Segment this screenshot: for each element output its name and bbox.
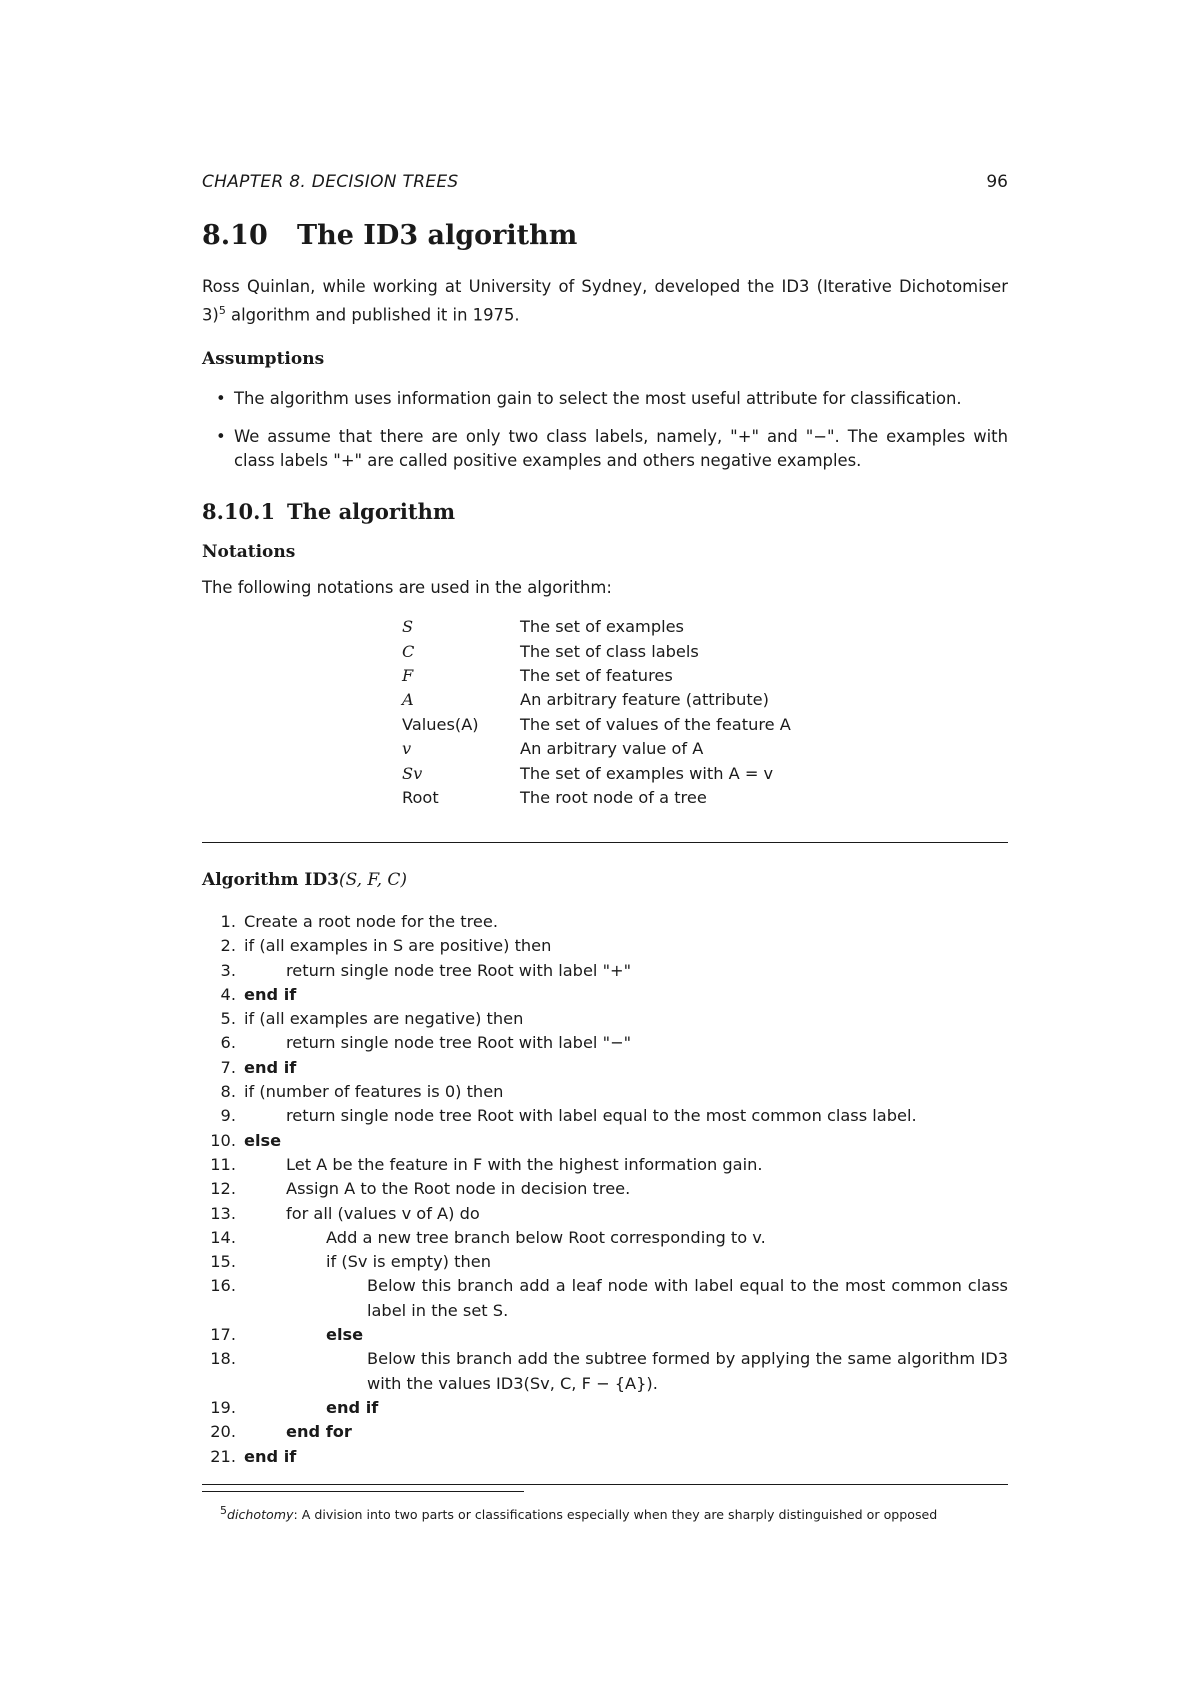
notation-symbol: Root bbox=[402, 787, 439, 807]
line-text: return single node tree Root with label equal to the most common class label. bbox=[286, 1106, 917, 1126]
algorithm-line bbox=[202, 1396, 1008, 1420]
line-number: 4. bbox=[220, 984, 236, 1004]
line-text: end if bbox=[244, 1057, 297, 1077]
algorithm-line bbox=[202, 1347, 1008, 1396]
line-number: 15. bbox=[210, 1252, 236, 1272]
line-number: 12. bbox=[210, 1179, 236, 1199]
line-text: if (all examples in S are positive) then bbox=[244, 936, 552, 956]
table-row bbox=[402, 736, 791, 760]
algorithm-line bbox=[202, 1104, 1008, 1128]
line-number: 19. bbox=[210, 1397, 236, 1417]
running-head bbox=[202, 172, 1008, 192]
notation-description: The set of features bbox=[520, 665, 673, 685]
line-number: 17. bbox=[210, 1325, 236, 1345]
line-text: Create a root node for the tree. bbox=[244, 912, 498, 931]
algorithm-line bbox=[202, 910, 1008, 934]
notation-description: The root node of a tree bbox=[520, 787, 707, 807]
assumptions-list bbox=[202, 387, 1008, 473]
notation-symbol: Values(A) bbox=[402, 714, 479, 734]
list-item: • The algorithm uses information gain to select the most useful attribute for classification. bbox=[234, 387, 1008, 411]
algorithm-line bbox=[202, 1007, 1008, 1031]
line-text: if (number of features is 0) then bbox=[244, 1082, 504, 1102]
page bbox=[202, 172, 1008, 1523]
line-number: 20. bbox=[210, 1422, 236, 1442]
notations-heading: Notations bbox=[202, 542, 296, 563]
section-heading bbox=[202, 220, 1008, 251]
page-number: 96 bbox=[986, 172, 1008, 192]
algorithm-line bbox=[202, 1250, 1008, 1274]
footnote-term: dichotomy bbox=[227, 1507, 294, 1523]
line-text: end if bbox=[244, 1446, 297, 1466]
line-text: for all (values v of A) do bbox=[286, 1203, 480, 1223]
table-row bbox=[402, 639, 791, 663]
table-row bbox=[402, 712, 791, 736]
algorithm-top-rule bbox=[202, 842, 1008, 843]
algorithm-bottom-rule bbox=[202, 1484, 1008, 1485]
subsection-number: 8.10.1 bbox=[202, 499, 276, 525]
line-text: end for bbox=[286, 1422, 352, 1442]
notation-symbol: v bbox=[402, 739, 412, 759]
line-text: Add a new tree branch below Root corresponding to v. bbox=[326, 1227, 766, 1247]
notation-symbol: Sv bbox=[402, 763, 423, 783]
notation-description: An arbitrary feature (attribute) bbox=[520, 690, 769, 710]
algorithm-line bbox=[202, 1177, 1008, 1201]
section-title: The ID3 algorithm bbox=[297, 220, 578, 251]
footnote-mark: 5 bbox=[220, 1504, 227, 1517]
algorithm-line bbox=[202, 983, 1008, 1007]
line-number: 5. bbox=[220, 1009, 236, 1029]
algorithm-title bbox=[202, 870, 407, 890]
footnote-rule bbox=[202, 1491, 524, 1492]
line-text: if (all examples are negative) then bbox=[244, 1009, 524, 1029]
notation-symbol: S bbox=[402, 617, 414, 637]
algorithm-line bbox=[202, 1202, 1008, 1226]
footnote-ref[interactable]: 5 bbox=[218, 304, 226, 317]
line-text: else bbox=[244, 1130, 282, 1150]
line-number: 9. bbox=[220, 1106, 236, 1126]
line-number: 11. bbox=[210, 1154, 236, 1174]
footnote bbox=[220, 1504, 937, 1522]
line-number: 8. bbox=[220, 1082, 236, 1102]
algorithm-line bbox=[202, 1420, 1008, 1444]
notation-description: The set of examples bbox=[520, 617, 684, 637]
line-text: end if bbox=[244, 984, 297, 1004]
line-number: 2. bbox=[220, 936, 236, 956]
line-text: if (Sv is empty) then bbox=[326, 1252, 491, 1272]
line-text: end if bbox=[326, 1397, 379, 1417]
line-text: return single node tree Root with label "−" bbox=[286, 1033, 632, 1053]
chapter-title: CHAPTER 8. DECISION TREES bbox=[202, 172, 459, 192]
section-number: 8.10 bbox=[202, 220, 268, 251]
algorithm-line bbox=[202, 1080, 1008, 1104]
line-number: 21. bbox=[210, 1446, 236, 1466]
footnote-text: : A division into two parts or classifications especially when they are sharply distinguished or opposed bbox=[293, 1507, 938, 1523]
algorithm-name: Algorithm ID3 bbox=[202, 870, 339, 890]
algorithm-steps bbox=[202, 910, 1008, 1469]
notation-symbol: A bbox=[402, 690, 414, 710]
line-text: Below this branch add a leaf node with label equal to the most common class label in the set S. bbox=[367, 1276, 1008, 1320]
line-number: 14. bbox=[210, 1227, 236, 1247]
line-number: 10. bbox=[210, 1130, 236, 1150]
table-row bbox=[402, 663, 791, 687]
notation-symbol: F bbox=[402, 665, 414, 685]
line-number: 7. bbox=[220, 1057, 236, 1077]
notation-description: The set of values of the feature A bbox=[520, 714, 791, 734]
algorithm-line bbox=[202, 934, 1008, 958]
notation-description: The set of examples with A = v bbox=[520, 763, 774, 783]
intro-text: Ross Quinlan, while working at University of Sydney, developed the ID3 (Iterative Dichotomiser 3) bbox=[202, 277, 1008, 325]
line-number: 1. bbox=[220, 912, 236, 931]
intro-paragraph bbox=[202, 275, 1008, 327]
list-item: • We assume that there are only two class labels, namely, "+" and "−". The examples with class labels "+" are called positive examples and others negative examples. bbox=[234, 425, 1008, 473]
intro-text-end: algorithm and published it in 1975. bbox=[225, 305, 520, 325]
notations-table bbox=[402, 614, 791, 809]
line-number: 18. bbox=[210, 1349, 236, 1369]
algorithm-line bbox=[202, 1323, 1008, 1347]
algorithm-line bbox=[202, 1056, 1008, 1080]
line-text: Assign A to the Root node in decision tree. bbox=[286, 1179, 631, 1199]
table-row bbox=[402, 761, 791, 785]
subsection-heading bbox=[202, 499, 1008, 524]
assumptions-heading: Assumptions bbox=[202, 349, 325, 370]
subsection-title: The algorithm bbox=[287, 499, 456, 525]
algorithm-line bbox=[202, 1031, 1008, 1055]
line-number: 6. bbox=[220, 1033, 236, 1053]
notation-description: An arbitrary value of A bbox=[520, 739, 704, 759]
algorithm-line bbox=[202, 1445, 1008, 1469]
table-row bbox=[402, 785, 791, 809]
algorithm-line bbox=[202, 1274, 1008, 1323]
line-text: Let A be the feature in F with the highest information gain. bbox=[286, 1154, 763, 1174]
line-text: Below this branch add the subtree formed by applying the same algorithm ID3 with the values ID3(Sv, C, F − {A}). bbox=[367, 1349, 1008, 1393]
table-row bbox=[402, 614, 791, 638]
line-number: 16. bbox=[210, 1276, 236, 1296]
line-number: 13. bbox=[210, 1203, 236, 1223]
line-text: return single node tree Root with label "+" bbox=[286, 960, 632, 980]
algorithm-line bbox=[202, 1129, 1008, 1153]
notation-description: The set of class labels bbox=[520, 641, 699, 661]
algorithm-line bbox=[202, 959, 1008, 983]
algorithm-line bbox=[202, 1153, 1008, 1177]
algorithm-args: (S, F, C) bbox=[338, 870, 408, 890]
line-number: 3. bbox=[220, 960, 236, 980]
algorithm-line bbox=[202, 1226, 1008, 1250]
notations-lead: The following notations are used in the algorithm: bbox=[202, 578, 612, 598]
table-row bbox=[402, 688, 791, 712]
line-text: else bbox=[326, 1325, 364, 1345]
notation-symbol: C bbox=[402, 641, 415, 661]
